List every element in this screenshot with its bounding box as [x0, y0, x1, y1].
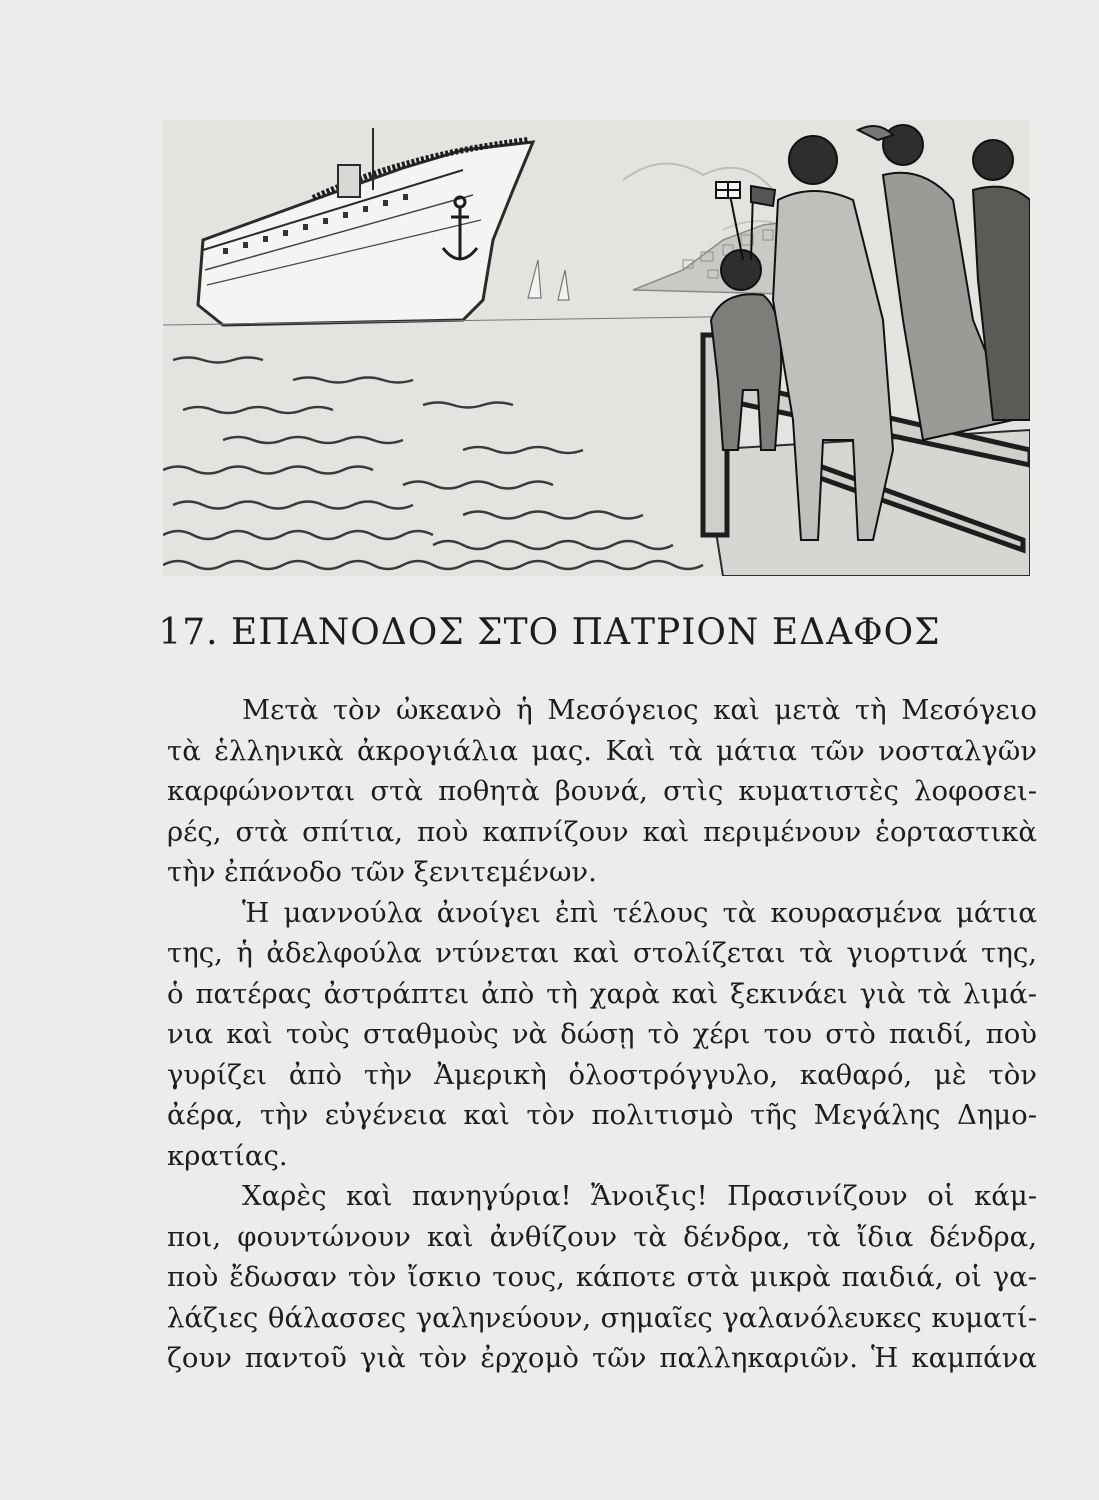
- text-line: ζουν παντοῦ γιὰ τὸν ἐρχομὸ τῶν παλληκαριῶν. Ἡ καμπάνα: [167, 1342, 1037, 1374]
- text-line: τὴν ἐπάνοδο τῶν ξενιτεμένων.: [167, 856, 597, 888]
- text-line: τὰ ἑλληνικὰ ἀκρογιάλια μας. Καὶ τὰ μάτια τῶν νοσταλγῶν: [167, 734, 1037, 767]
- text-line: καρφώνονται στὰ ποθητὰ βουνά, στὶς κυματιστὲς λοφοσει-: [167, 775, 1037, 807]
- text-line: Χαρὲς καὶ πανηγύρια! Ἄνοιξις! Πρασινίζουν οἱ κάμ-: [242, 1180, 1037, 1212]
- text-line: της, ἡ ἀδελφούλα ντύνεται καὶ στολίζεται τὰ γιορτινά της,: [167, 937, 1037, 969]
- text-line: ποὺ ἔδωσαν τὸν ἴσκιο τους, κάποτε στὰ μικρὰ παιδιά, οἱ γα-: [167, 1261, 1037, 1293]
- text-line: Μετὰ τὸν ὠκεανὸ ἡ Μεσόγειος καὶ μετὰ τὴ Μεσόγειο: [242, 694, 1037, 726]
- text-line: νια καὶ τοὺς σταθμοὺς νὰ δώσῃ τὸ χέρι του στὸ παιδί, ποὺ: [167, 1018, 1037, 1050]
- ship-arrival-harbor-illustration-icon: [163, 120, 1030, 576]
- chapter-title: 17. ΕΠΑΝΟΔΟΣ ΣΤΟ ΠΑΤΡΙΟΝ ΕΔΑΦΟΣ: [158, 612, 941, 653]
- text-line: γυρίζει ἀπὸ τὴν Ἀμερικὴ ὁλοστρόγγυλο, καθαρό, μὲ τὸν: [167, 1058, 1037, 1091]
- chapter-body-text: [167, 690, 1037, 1379]
- text-line: λάζιες θάλασσες γαληνεύουν, σημαῖες γαλανόλευκες κυματί-: [167, 1301, 1037, 1334]
- text-line: ὁ πατέρας ἀστράπτει ἀπὸ τὴ χαρὰ καὶ ξεκινάει γιὰ τὰ λιμά-: [167, 977, 1037, 1010]
- text-line: κρατίας.: [167, 1139, 288, 1172]
- text-line: ρές, στὰ σπίτια, ποὺ καπνίζουν καὶ περιμένουν ἑορταστικὰ: [167, 815, 1037, 848]
- text-line: Ἡ μαννούλα ἀνοίγει ἐπὶ τέλους τὰ κουρασμένα μάτια: [242, 896, 1037, 929]
- ship-arrival-illustration: [163, 120, 1030, 576]
- text-line: ἀέρα, τὴν εὐγένεια καὶ τὸν πολιτισμὸ τῆς Μεγάλης Δημο-: [167, 1099, 1037, 1131]
- text-line: ποι, φουντώνουν καὶ ἀνθίζουν τὰ δένδρα, τὰ ἴδια δένδρα,: [167, 1220, 1037, 1253]
